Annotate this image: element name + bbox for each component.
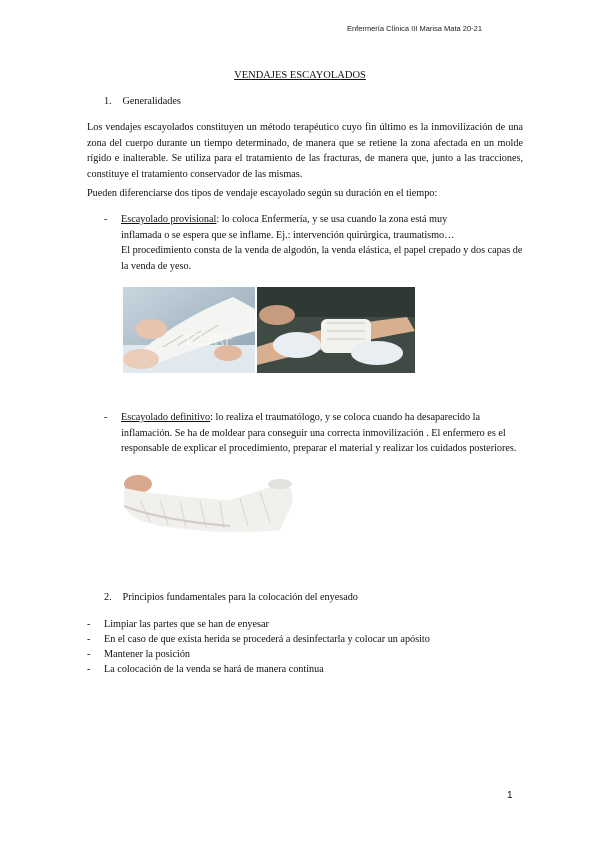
document-title: VENDAJES ESCAYOLADOS (234, 70, 366, 81)
photo-provisional-cast-2 (257, 287, 415, 373)
intro-paragraph: Los vendajes escayolados constituyen un método terapéutico cuyo fin último es la inmovilización de una zona del cuerpo durante un tiempo determinado, de manera que se retiene la zona afectada en un molde rígido e inalterable. Se utiliza para el tratamiento de las fracturas, de manera que, junto a las tracciones, constituye el tratamiento conservador de las mismas. (87, 122, 523, 180)
bullet-dash: - (104, 412, 108, 423)
provisional-procedure: El procedimiento consta de la venda de algodón, la venda elástica, el papel crepado y dos capas de la venda de yeso. (121, 245, 523, 272)
types-intro: Pueden diferenciarse dos tipos de vendaje escayolado según su duración en el tiempo: (87, 188, 438, 199)
bullet-dash: - (104, 214, 108, 225)
principle-item: - La colocación de la venda se hará de manera continua (87, 664, 324, 675)
section-heading-generalidades (104, 96, 181, 107)
principle-item: - Mantener la posición (87, 649, 191, 660)
photo-provisional-cast-1 (123, 287, 255, 373)
bullet-provisional (104, 212, 526, 274)
section-heading-principios (104, 592, 358, 603)
section-number: 2. (104, 592, 112, 603)
photo-definitive-cast (120, 470, 298, 550)
provisional-desc-2: inflamada o se espera que se inflame. Ej.: intervención quirúrgica, traumatismo… (121, 229, 455, 241)
principle-item: - En el caso de que exista herida se procederá a desinfectarla y colocar un apósito (87, 634, 430, 645)
watermark-text: 123RF (183, 330, 234, 349)
section-number: 1. (104, 96, 112, 107)
principle-item: - Limpiar las partes que se han de enyesar (87, 619, 269, 630)
term-provisional: Escayolado provisional (121, 214, 217, 225)
section-label: Principios fundamentales para la colocación del enyesado (122, 592, 358, 603)
term-definitivo: Escayolado definitivo (121, 412, 211, 423)
provisional-desc-1: : lo coloca Enfermería, y se usa cuando la zona está muy (216, 214, 448, 225)
definitivo-desc: : lo realiza el traumatólogo, y se coloca cuando ha desaparecido la inflamación. Se ha de moldear para conseguir una correcta inmovilización . El enfermero es el responsable de explicar el procedimiento, preparar el material y realizar los cuidados posteriores. (121, 412, 517, 454)
bullet-definitivo (104, 410, 525, 457)
page-number: 1 (507, 790, 513, 801)
section-label: Generalidades (122, 96, 181, 107)
page-header: Enfermería Clínica III Marisa Mata 20-21 (346, 24, 482, 33)
